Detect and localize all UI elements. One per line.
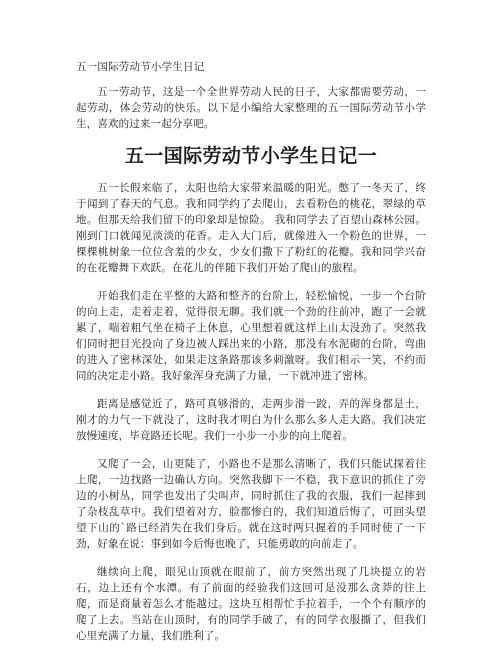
body-paragraph: 又爬了一会，山更陡了，小路也不是那么清晰了，我们只能试探着往上爬，一边找路一边确认方向。突然我脚下一不稳，我下意识的抓住了旁边的小树丛，同学也发出了尖叫声，同时抓住了我的衣服，我们一起摔到了杂枝乱草中。我们望着对方，脸都惨白的，我们知道后悔了，可回头望望下山的`路已经消失在我们身后。就在这时两只握着的手同时使了一下劲，好象在说：事到如今后悔也晚了，只能勇敢的向前走了。 xyxy=(76,458,426,550)
document-page xyxy=(76,60,426,656)
section-heading: 五一国际劳动节小学生日记一 xyxy=(124,145,378,167)
body-paragraph: 五一长假来临了，太阳也给大家带来温暖的阳光。憋了一冬天了，终于闻到了春天的气息。我和同学约了去爬山，去看粉色的桃花，翠绿的草地。但那天给我们留下的印象却是惊险。 我和同学去了百望山森林公园。刚到门口就闻见淡淡的花香。走入大门后，就像进入一个粉色的世界，一棵棵桃树象一位位含羞的少女，少女们撒下了粉红的花瓣。我和同学兴奋的在花瓣舞下欢跃。在花儿的伴随下我们开始了爬山的旅程。 xyxy=(76,182,426,274)
intro-paragraph: 五一劳动节，这是一个全世界劳动人民的日子，大家都需要劳动，一起劳动，体会劳动的快乐。以下是小编给大家整理的五一国际劳动节小学生，喜欢的过来一起分享吧。 xyxy=(76,86,426,130)
body-paragraph: 开始我们走在平整的大路和整齐的台阶上，轻松愉悦，一步一个台阶的向上走，走着走着，觉得很无聊。我们就一个劲的往前冲，跑了一会就累了，喘着粗气坐在椅子上休息，心里想着就这样上山太没劲了。突然我们同时把目光投向了身边被人踩出来的小路，那没有水泥砌的台阶，弯曲的进入了密林深处，如果走这条路那该多刺激呀。我们相示一笑，不约而同的决定走小路。我好象浑身充满了力量，一下就冲进了密林。 xyxy=(76,290,426,382)
body-paragraph: 继续向上爬，眼见山顶就在眼前了，前方突然出现了几块提立的岩石，边上还有个水潭。有了前面的经验我们这回可是没那么贪莽的往上爬，而是商量着怎么才能越过。这块互相帮忙手拉着手，一个个有顺序的爬了上去。当站在山顶时，有的同学手破了，有的同学衣服撕了，但我们心里充满了力量，我们胜利了。 xyxy=(76,566,426,642)
document-title: 五一国际劳动节小学生日记 xyxy=(76,61,205,73)
body-paragraph: 距离是感觉近了，路可真够滑的，走两步滑一跤，弄的浑身都是土，刚才的力气一下就没了，这时我才明白为什么那么多人走大路。我们决定放慢速度，毕竟路还长呢。我们一小步一小步的向上爬着。 xyxy=(76,398,426,442)
